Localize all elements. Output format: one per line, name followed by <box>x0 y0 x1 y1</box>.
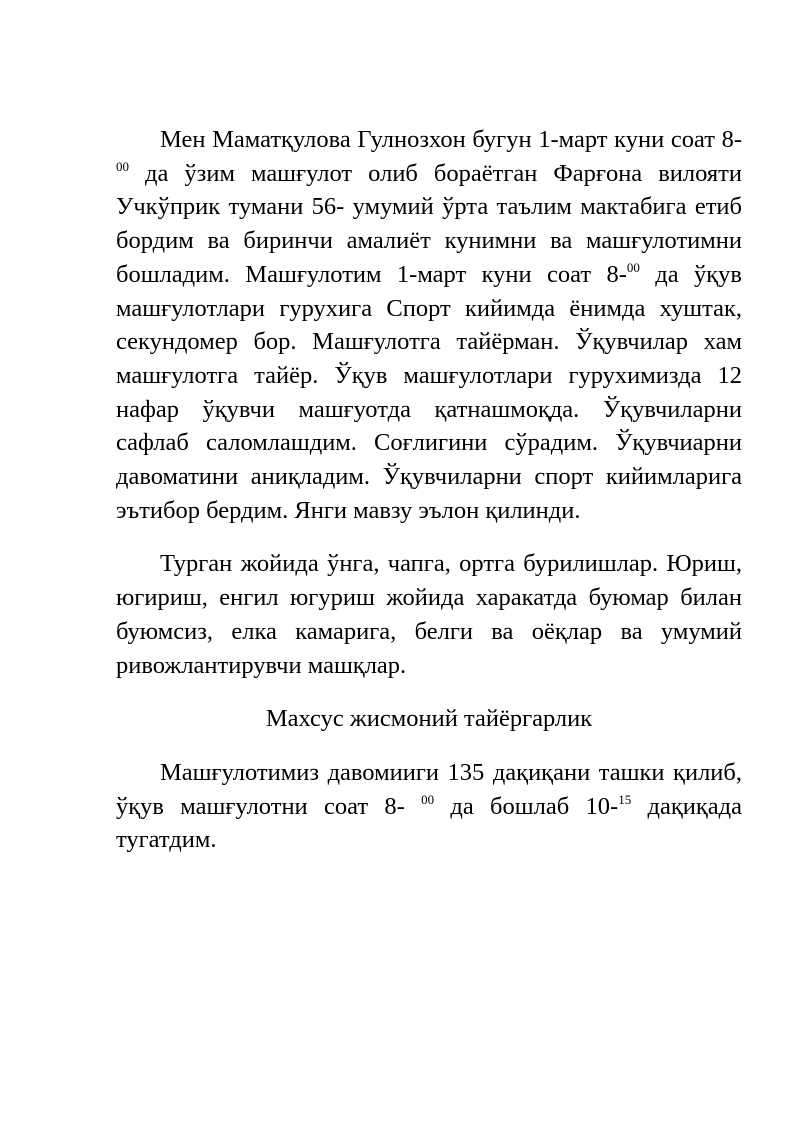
paragraph-intro <box>116 123 742 527</box>
paragraph-duration-part-c: дақиқада тугатдим. <box>116 792 742 854</box>
paragraph-intro-part-c: да ўқув машғулотлари гурухига Спорт кийимда ёнимда хуштак, секундомер бор. Машғулотга тайёрман. Ўқувчилар хам машғулотга тайёр. Ўқув машғулотлари гурухимизда 12 нафар ўқувчи машғуотда қатнашмоқда. Ўқувчиларни сафлаб саломлашдим. Соғлигини сўрадим. Ўқувчиарни давоматини аниқладим. Ўқувчиларни спорт кийимларига эътибор бердим. Янги мавзу эълон қилинди. <box>116 260 743 524</box>
time-superscript: 00 <box>116 158 129 174</box>
paragraph-duration <box>116 756 742 857</box>
paragraph-exercises: Турган жойида ўнга, чапга, ортга бурилишлар. Юриш, югириш, енгил югуриш жойида харакатда буюмар билан буюмсиз, елка камарига, белги ва оёқлар ва умумий ривожлантирувчи машқлар. <box>116 550 742 679</box>
paragraph-duration-part-b: да бошлаб 10- <box>434 792 619 820</box>
section-heading: Махсус жисмоний тайёргарлик <box>265 705 593 733</box>
time-superscript: 15 <box>618 791 632 807</box>
paragraph-duration-part-a: Машғулотимиз давомииги 135 дақиқани ташки қилиб, ўқув машғулотни соат 8- <box>116 758 742 820</box>
paragraph-intro-part-a: Мен Маматқулова Гулнозхон бугун 1-март куни соат 8- <box>160 126 742 153</box>
time-superscript: 00 <box>421 791 435 807</box>
paragraph-intro-part-b: да ўзим машғулот олиб бораётган Фарғона вилояти Учкўприк тумани 56- умумий ўрта таълим мактабига етиб бордим ва биринчи амалиёт кунимни ва машғулотимни бошладим. Машғулотим 1-март куни соат 8- <box>116 159 742 288</box>
document-body <box>116 123 742 857</box>
time-superscript: 00 <box>626 259 640 275</box>
